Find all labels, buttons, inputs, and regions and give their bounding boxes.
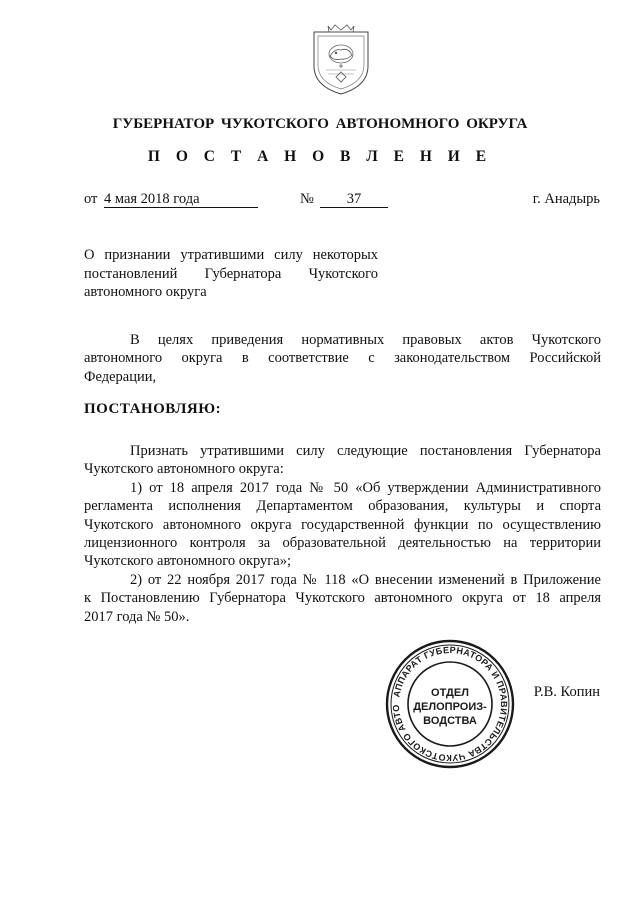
body-line: Чукотского автономного округа государственной функции по осуществлению — [84, 516, 601, 533]
decree-body — [84, 442, 601, 626]
preamble-line: автономного округа в соответствие с законодательством Российской — [84, 350, 601, 367]
number-label: № — [300, 191, 314, 207]
subject-line: постановлений Губернатора Чукотского — [84, 265, 378, 282]
body-line: 2017 года № 50». — [84, 608, 190, 625]
date-prefix: от — [84, 191, 98, 207]
preamble-paragraph — [84, 331, 601, 386]
preamble-line: В целях приведения нормативных правовых актов Чукотского — [130, 332, 601, 348]
body-line: регламента исполнения Департаментом образования, культуры и спорта — [84, 498, 601, 515]
office-stamp — [384, 638, 516, 770]
signatory-name: Р.В. Копин — [533, 684, 600, 700]
stamp-center-line: ДЕЛОПРОИЗ- — [413, 701, 487, 713]
stamp-ring-text: АППАРАТ ГУБЕРНАТОРА И ПРАВИТЕЛЬСТВА ЧУКОТСКОГО АВТО — [390, 644, 510, 764]
body-line: лицензионного контроля за образовательной деятельностью на территории — [84, 535, 601, 552]
body-line: 2) от 22 ноября 2017 года № 118 «О внесении изменений в Приложение — [130, 571, 601, 588]
body-line: 1) от 18 апреля 2017 года № 50 «Об утверждении Административного — [130, 479, 601, 496]
body-line: Чукотского автономного округа»; — [84, 553, 291, 570]
body-line: Признать утратившими силу следующие постановления Губернатора — [130, 443, 601, 459]
body-line: Чукотского автономного округа: — [84, 461, 284, 478]
stamp-center-line: ВОДСТВА — [423, 715, 477, 727]
document-subject — [84, 246, 378, 302]
stamp-center-line: ОТДЕЛ — [431, 687, 469, 699]
subject-line: О признании утратившими силу некоторых — [84, 247, 378, 263]
subject-line: автономного округа — [84, 284, 207, 300]
document-type: П О С Т А Н О В Л Е Н И Е — [147, 148, 493, 165]
city: г. Анадырь — [532, 191, 600, 207]
body-line: к Постановлению Губернатора Чукотского автономного округа от 18 апреля — [84, 590, 601, 607]
document-date: 4 мая 2018 года — [104, 191, 258, 208]
preamble-line: Федерации, — [84, 368, 157, 385]
document-number: 37 — [320, 191, 388, 208]
authority-title: ГУБЕРНАТОР ЧУКОТСКОГО АВТОНОМНОГО ОКРУГА — [112, 116, 528, 132]
decree-word: ПОСТАНОВЛЯЮ: — [84, 401, 222, 417]
coat-of-arms-icon — [308, 20, 374, 98]
